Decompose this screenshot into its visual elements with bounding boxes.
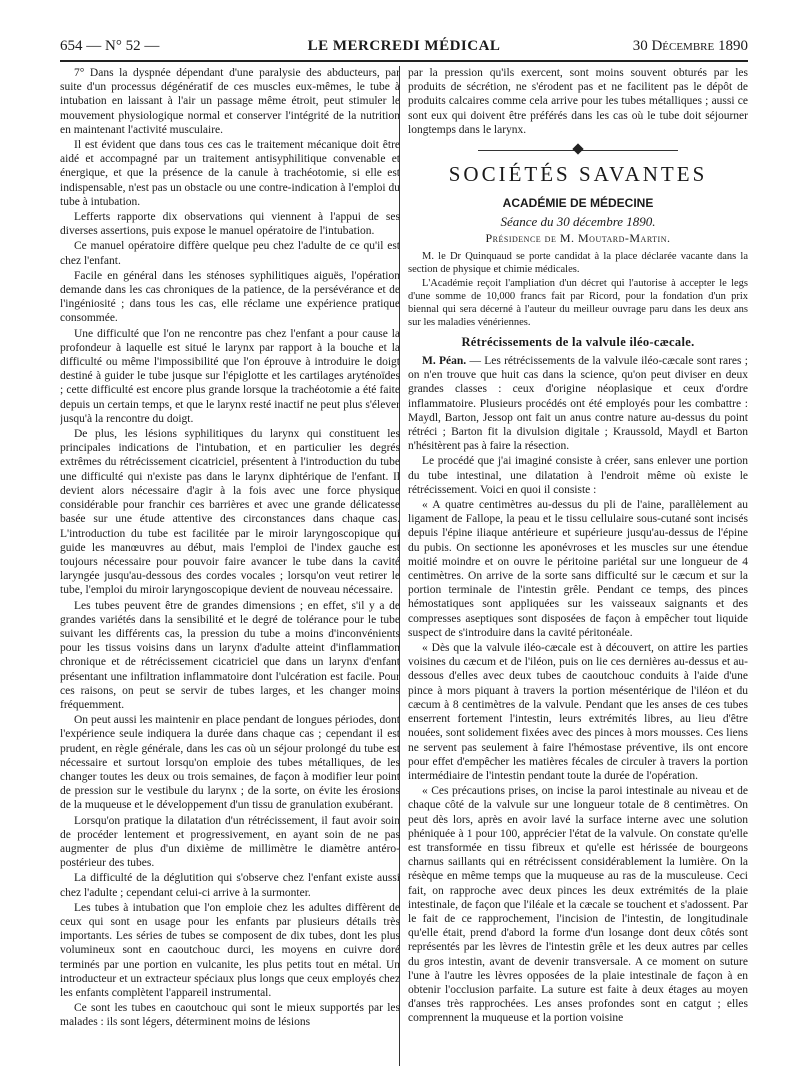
session-date: Séance du 30 décembre 1890. — [500, 214, 656, 230]
left-paragraph: Les tubes peuvent être de grandes dimensions ; en effet, s'il y a de grandes variétés dans la sensibilité et le degré de tolérance pour le tube suivant les différents cas, la pression du tube a moins d'inconvénients pour les tissus voisins dans un larynx d'adulte atteint d'inflammation chronique et de rétrécissement cicatriciel que dans un larynx d'enfant présentant une infiltration inflammatoire dont l'ulcération est facile. Pour ces raisons, on peut se servir de tubes larges, et les changer moins fréquemment. — [60, 599, 400, 711]
academy-heading: ACADÉMIE DE MÉDECINE — [502, 196, 654, 211]
diamond-ornament-icon — [572, 143, 583, 154]
article-paragraph: « Ces précautions prises, on incise la paroi intestinale au niveau et de chaque côté de la valvule sur une longueur totale de 8 centimètres. On peut dès lors, après en avoir lavé la surface interne avec une solution phéniquée à 1 pour 100, apprécier l'état de la valvule. On constate qu'elle est transformée en tissu fibreux et qu'elle est hérissée de bourgeons charnus saillants qui en rétrécissent considérablement la lumière. On la résèque en même temps que la muqueuse au ras de la musculeuse. Ceci fait, on rapproche avec deux pinces les deux extrémités de la plaie intestinale, de façon que l'iléale et la cæcale se touchent et s'adossent. Par le fait de ce rapprochement, l'incision de l'intestin, de longitudinale qu'elle était, prend d'abord la forme d'un losange dont deux côtés sont représentés par les lèvres de l'intestin grêle et les deux autres par celles du gros intestin, avant de devenir transversale. A ce moment on suture l'une à l'autre les lèvres opposées de la plaie intestinale de façon à en obtenir l'occlusion parfaite. La suture est faite à deux étages au moyen d'anses très rapprochées. Les anses profondes sont en catgut ; elles comprennent la muqueuse et la portion voisine — [408, 785, 748, 1025]
speaker-name: M. Péan. — [422, 355, 467, 368]
left-paragraph: Lefferts rapporte dix observations qui viennent à l'appui de ses diverses assertions, puis expose le manuel opératoire de l'intubation. — [60, 211, 400, 238]
article-lead-text: — Les rétrécissements de la valvule iléo-cæcale sont rares ; on n'en trouve que huit cas dans la science, qu'on peut diviser en deux grandes classes : ceux d'origine néoplasique et ceux d'ordre inflammatoire. Plusieurs procédés ont été employés pour les combattre : Maydl, Barton, Jessop ont fait un anus contre nature au-dessus du point rétréci ; Barton fit la divulsion digitale ; Kraussold, Maydl et Barton n'hésitèrent pas à faire la résection. — [408, 355, 748, 453]
article-paragraph — [408, 354, 748, 453]
announcement: M. le Dr Quinquaud se porte candidat à la place déclarée vacante dans la section de physique et chimie médicales. — [408, 251, 748, 276]
left-column — [60, 66, 400, 1074]
left-paragraph: Lorsqu'on pratique la dilatation d'un rétrécissement, il faut avoir soin de procéder lentement et progressivement, en ayant soin de ne pas augmenter de plus d'un dixième de millimètre le diamètre antéro-postérieur des tubes. — [60, 814, 400, 870]
article-paragraph: « A quatre centimètres au-dessus du pli de l'aine, parallèlement au ligament de Fallope, la peau et le tissu cellulaire sous-cutané sont incisés depuis l'épine iliaque antérieure et supérieure jusqu'au-dessus de l'épine du pubis. On sectionne les aponévroses et les muscles sur une étendue moitié moindre et on ouvre le péritoine pariétal sur une longueur de 4 centimètres. On arrive de la sorte sans difficulté sur le cæcum et sur la portion terminale de l'intestin grêle. Pendant ce temps, des pinces hémostatiques sont appliquées sur les vaisseaux saignants et des compresses aseptiques sont disposées de façon à empêcher tout liquide suspect de s'introduire dans la cavité péritonéale. — [408, 499, 748, 639]
continuation-paragraph: par la pression qu'ils exercent, sont moins souvent obturés par les produits de sécrétion, ne s'érodent pas et ne facilitent pas le dépôt de produits calcaires comme cela arrive pour les tubes métalliques ; aussi ce sont eux qui doivent être préférés dans les cas où le tube doit séjourner longtemps dans le larynx. — [408, 67, 748, 136]
issue-date-year: 1890 — [718, 38, 748, 54]
left-paragraph: La difficulté de la déglutition qui s'observe chez l'enfant existe aussi chez l'adulte ; cependant celui-ci arrive à la surmonter. — [60, 872, 400, 899]
left-paragraph: Facile en général dans les sténoses syphilitiques aiguës, l'opération demande dans les cas chroniques de la patience, de la persévérance et de l'ingéniosité ; dans tous les cas, elle réclame une expérience pratique consommée. — [60, 269, 400, 325]
journal-title: LE MERCREDI MÉDICAL — [307, 38, 501, 54]
issue-date-day: 30 — [632, 38, 648, 54]
issue-date — [633, 36, 748, 56]
left-paragraph: Les tubes à intubation que l'on emploie chez les adultes diffèrent de ceux qui sont en usage pour les enfants par plusieurs détails très importants. Les séries de tubes se composent de dix tubes, dont les plus volumineux sont en caoutchouc durci, les moyens en cuivre doré terminés par une portion en vulcanite, les plus petits tout en métal. Un introducteur et un extracteur spéciaux plus longs que ceux employés chez les enfants complètent l'appareil instrumental. — [60, 901, 400, 999]
left-paragraph: Ce sont les tubes en caoutchouc qui sont le mieux supportés par les malades : ils sont légers, déterminent moins de lésions — [60, 1002, 400, 1029]
left-paragraph: Une difficulté que l'on ne rencontre pas chez l'enfant a pour cause la profondeur à laquelle est situé le larynx par rapport à la bouche et la difficulté ou même l'impossibilité que l'on éprouve à introduire le doigt destiné à guider le tube jusque sur l'épiglotte et les cartilages aryténoïdes ; cette difficulté est encore plus grande lorsque la trachéotomie a été faite depuis un certain temps, et que le larynx resté inactif ne peut plus s'élever jusqu'à la rencontre du doigt. — [60, 327, 400, 425]
left-paragraph: Il est évident que dans tous ces cas le traitement mécanique doit être aidé et accompagné par un traitement antisyphilitique convenable et énergique, et que la présence de la canule à trachéotomie, si elle est indispensable, n'est pas un obstacle ou une contre-indication à l'emploi du tube à intubation. — [60, 139, 400, 208]
article-title: Rétrécissements de la valvule iléo-cæcale. — [461, 335, 695, 350]
left-paragraph: De plus, les lésions syphilitiques du larynx qui constituent les principales indications de l'intubation, et en particulier les degrés extrêmes du rétrécissement cicatriciel, présentent à l'introduction du tube une difficulté qui n'existe pas dans le larynx diphtérique de l'enfant. Il devient alors nécessaire d'agir à la fois avec une force physique considérable pour franchir ces barrières et avec une grande délicatesse basée sur une étude attentive des circonstances dans chaque cas. L'introduction du tube est facilitée par le miroir laryngoscopique qui guide les manœuvres au début, mais l'emploi de l'index gauche est toujours nécessaire pour pouvoir faire avancer le tube dans la cavité laryngée jusqu'au-dessous des cordes vocales ; lorsqu'on veut retirer le tube, l'emploi du miroir laryngoscopique devient de nouveau nécessaire. — [60, 428, 400, 597]
article-paragraph: « Dès que la valvule iléo-cæcale est à découvert, on attire les parties voisines du cæcum et de l'iléon, puis on lie ces dernières au-dessus et au-dessous d'elles avec deux tubes de caoutchouc conduits à l'aide d'une pince à mors piquant à travers la portion mésentérique de l'iléon et du cæcum à 8 centimètres de la valvule. Pendant que les anses de ces tubes enserrent fortement l'intestin, leurs extrémités libres, au lieu d'être nouées, sont solidement fixées avec des pinces à mors mousses. Ces liens ne servent pas seulement à faire l'hémostase préventive, ils ont encore pour effet d'empêcher les matières fécales de circuler à travers la portion intermédiaire de l'intestin pendant toute la durée de l'opération. — [408, 642, 748, 782]
column-divider — [399, 66, 400, 1066]
section-title: SOCIÉTÉS SAVANTES — [448, 162, 708, 187]
left-paragraph: Ce manuel opératoire diffère quelque peu chez l'adulte de ce qu'il est chez l'enfant. — [60, 240, 400, 267]
issue-date-month: Décembre — [651, 38, 715, 54]
right-column — [408, 66, 748, 1074]
announcement: L'Académie reçoit l'ampliation d'un décret qui l'autorise à accepter le legs d'une somme de 10,000 francs fait par Ricord, pour la fondation d'un prix biennal qui sera décerné à l'auteur du meilleur ouvrage paru dans les deux ans sur les maladies vénériennes. — [408, 278, 748, 329]
section-ornament — [408, 143, 748, 157]
left-paragraph: On peut aussi les maintenir en place pendant de longues périodes, dont l'expérience seule indiquera la durée dans chaque cas ; cependant il est prudent, en règle générale, dans les cas où un séjour prolongé du tube est nécessaire et surtout lorsqu'on emploie des tubes métalliques, de les changer toutes les deux ou trois semaines, de façon à modifier leur point de pression sur le vestibule du larynx ; de la sorte, on évite les érosions de la muqueuse et le développement d'un tissu de granulation exubérant. — [60, 714, 400, 812]
article-paragraph: Le procédé que j'ai imaginé consiste à créer, sans enlever une portion du tube intestinal, une dilatation à l'endroit même où existe le rétrécissement. Voici en quoi il consiste : — [408, 455, 748, 496]
left-paragraph: 7° Dans la dyspnée dépendant d'une paralysie des abducteurs, par suite d'un processus dégénératif de ces muscles eux-mêmes, le tube à intubation en laissant à l'air un passage même étroit, peut stimuler le mouvement physiologique normal et conserver l'intégrité de la nutrition en maintenant l'activité musculaire. — [60, 67, 400, 136]
presidency-line: Présidence de M. Moutard-Martin. — [485, 231, 671, 246]
header-rule — [60, 60, 748, 62]
running-header — [60, 36, 748, 56]
page-number: 654 — N° 52 — — [60, 38, 160, 54]
